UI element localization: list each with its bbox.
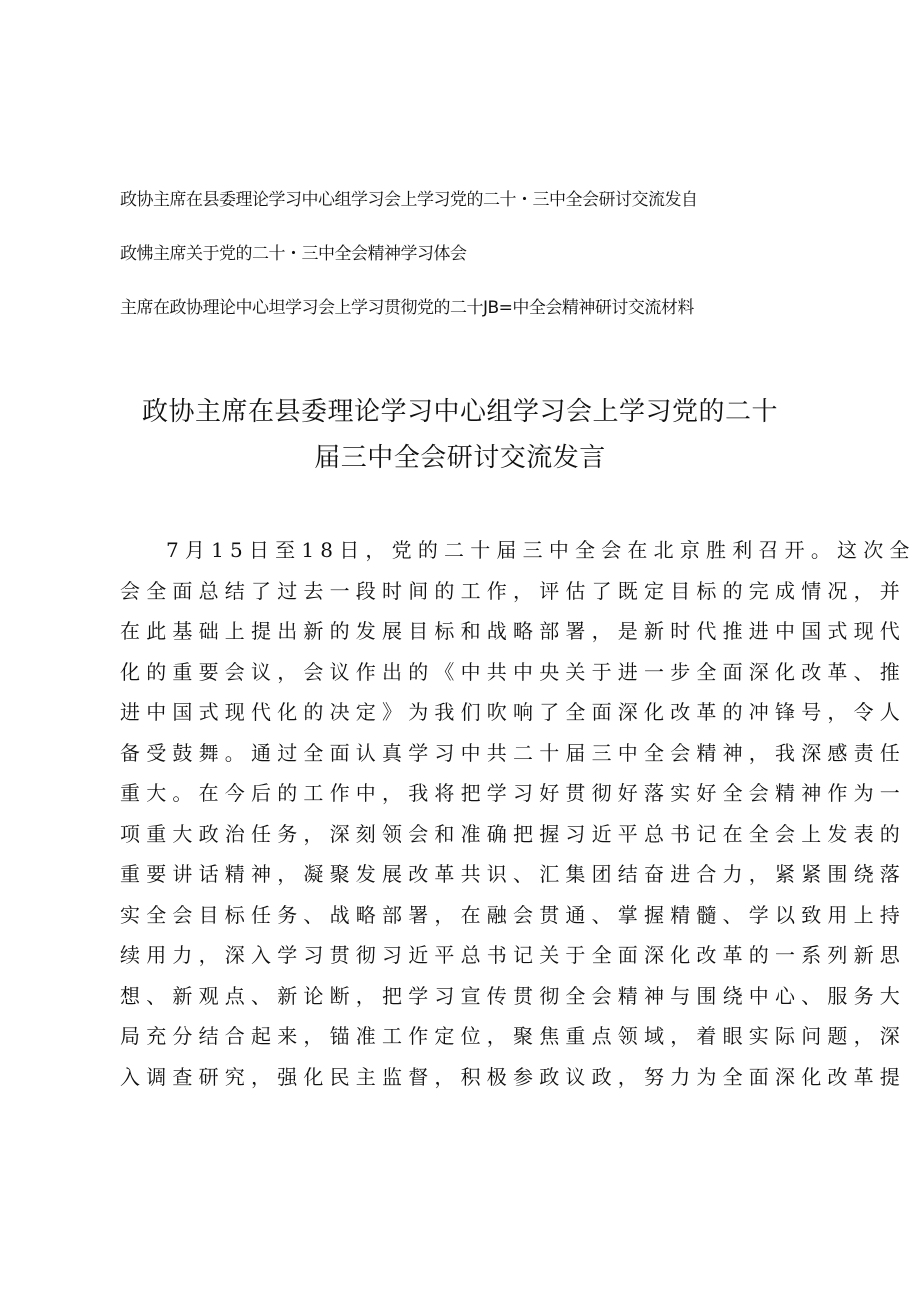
body-line: 7月15日至18日，党的二十届三中全会在北京胜利召开。这次全 [166, 538, 916, 562]
body-line: 进中国式现代化的决定》为我们吹响了全面深化改革的冲锋号，令人 [120, 700, 906, 724]
body-line: 项重大政治任务，深刻领会和准确把握习近平总书记在全会上发表的 [120, 821, 906, 846]
toc-item-1[interactable]: 政协主席在县委理论学习中心组学习会上学习党的二十・三中全会研讨交流发自 [120, 190, 698, 210]
document-title [120, 389, 800, 481]
body-line: 备受鼓舞。通过全面认真学习中共二十届三中全会精神，我深感责任 [120, 740, 906, 765]
toc-item-2[interactable]: 政怫主席关于党的二十・三中全会精神学习体会 [120, 244, 467, 264]
body-line: 入调查研究，强化民主监督，积极参政议政，努力为全面深化改革提 [120, 1064, 906, 1089]
body-line: 重要讲话精神，凝聚发展改革共识、汇集团结奋进合力，紧紧围绕落 [120, 862, 906, 886]
table-of-contents [120, 187, 810, 349]
title-line-1: 政协主席在县委理论学习中心组学习会上学习党的二十 [141, 397, 778, 427]
toc-item-3[interactable]: 主席在政协理论中心坦学习会上学习贯彻党的二十JB=中全会精神研讨交流材料 [120, 298, 694, 318]
body-line: 会全面总结了过去一段时间的工作，评估了既定目标的完成情况，并 [120, 578, 906, 603]
body-line: 想、新观点、新论断，把学习宣传贯彻全会精神与围绕中心、服务大 [120, 983, 906, 1008]
body-paragraph [120, 530, 916, 1097]
body-line: 实全会目标任务、战略部署，在融会贯通、掌握精髓、学以致用上持 [120, 902, 906, 927]
body-line: 重大。在今后的工作中，我将把学习好贯彻好落实好全会精神作为一 [120, 781, 906, 805]
body-line: 化的重要会议，会议作出的《中共中央关于进一步全面深化改革、推 [120, 659, 906, 684]
body-line: 续用力，深入学习贯彻习近平总书记关于全面深化改革的一系列新思 [120, 943, 906, 967]
title-line-2: 届三中全会研讨交流发言 [314, 443, 606, 473]
body-line: 在此基础上提出新的发展目标和战略部署，是新时代推进中国式现代 [120, 619, 906, 643]
body-line: 局充分结合起来，锚准工作定位，聚焦重点领域，着眼实际问题，深 [120, 1024, 906, 1048]
